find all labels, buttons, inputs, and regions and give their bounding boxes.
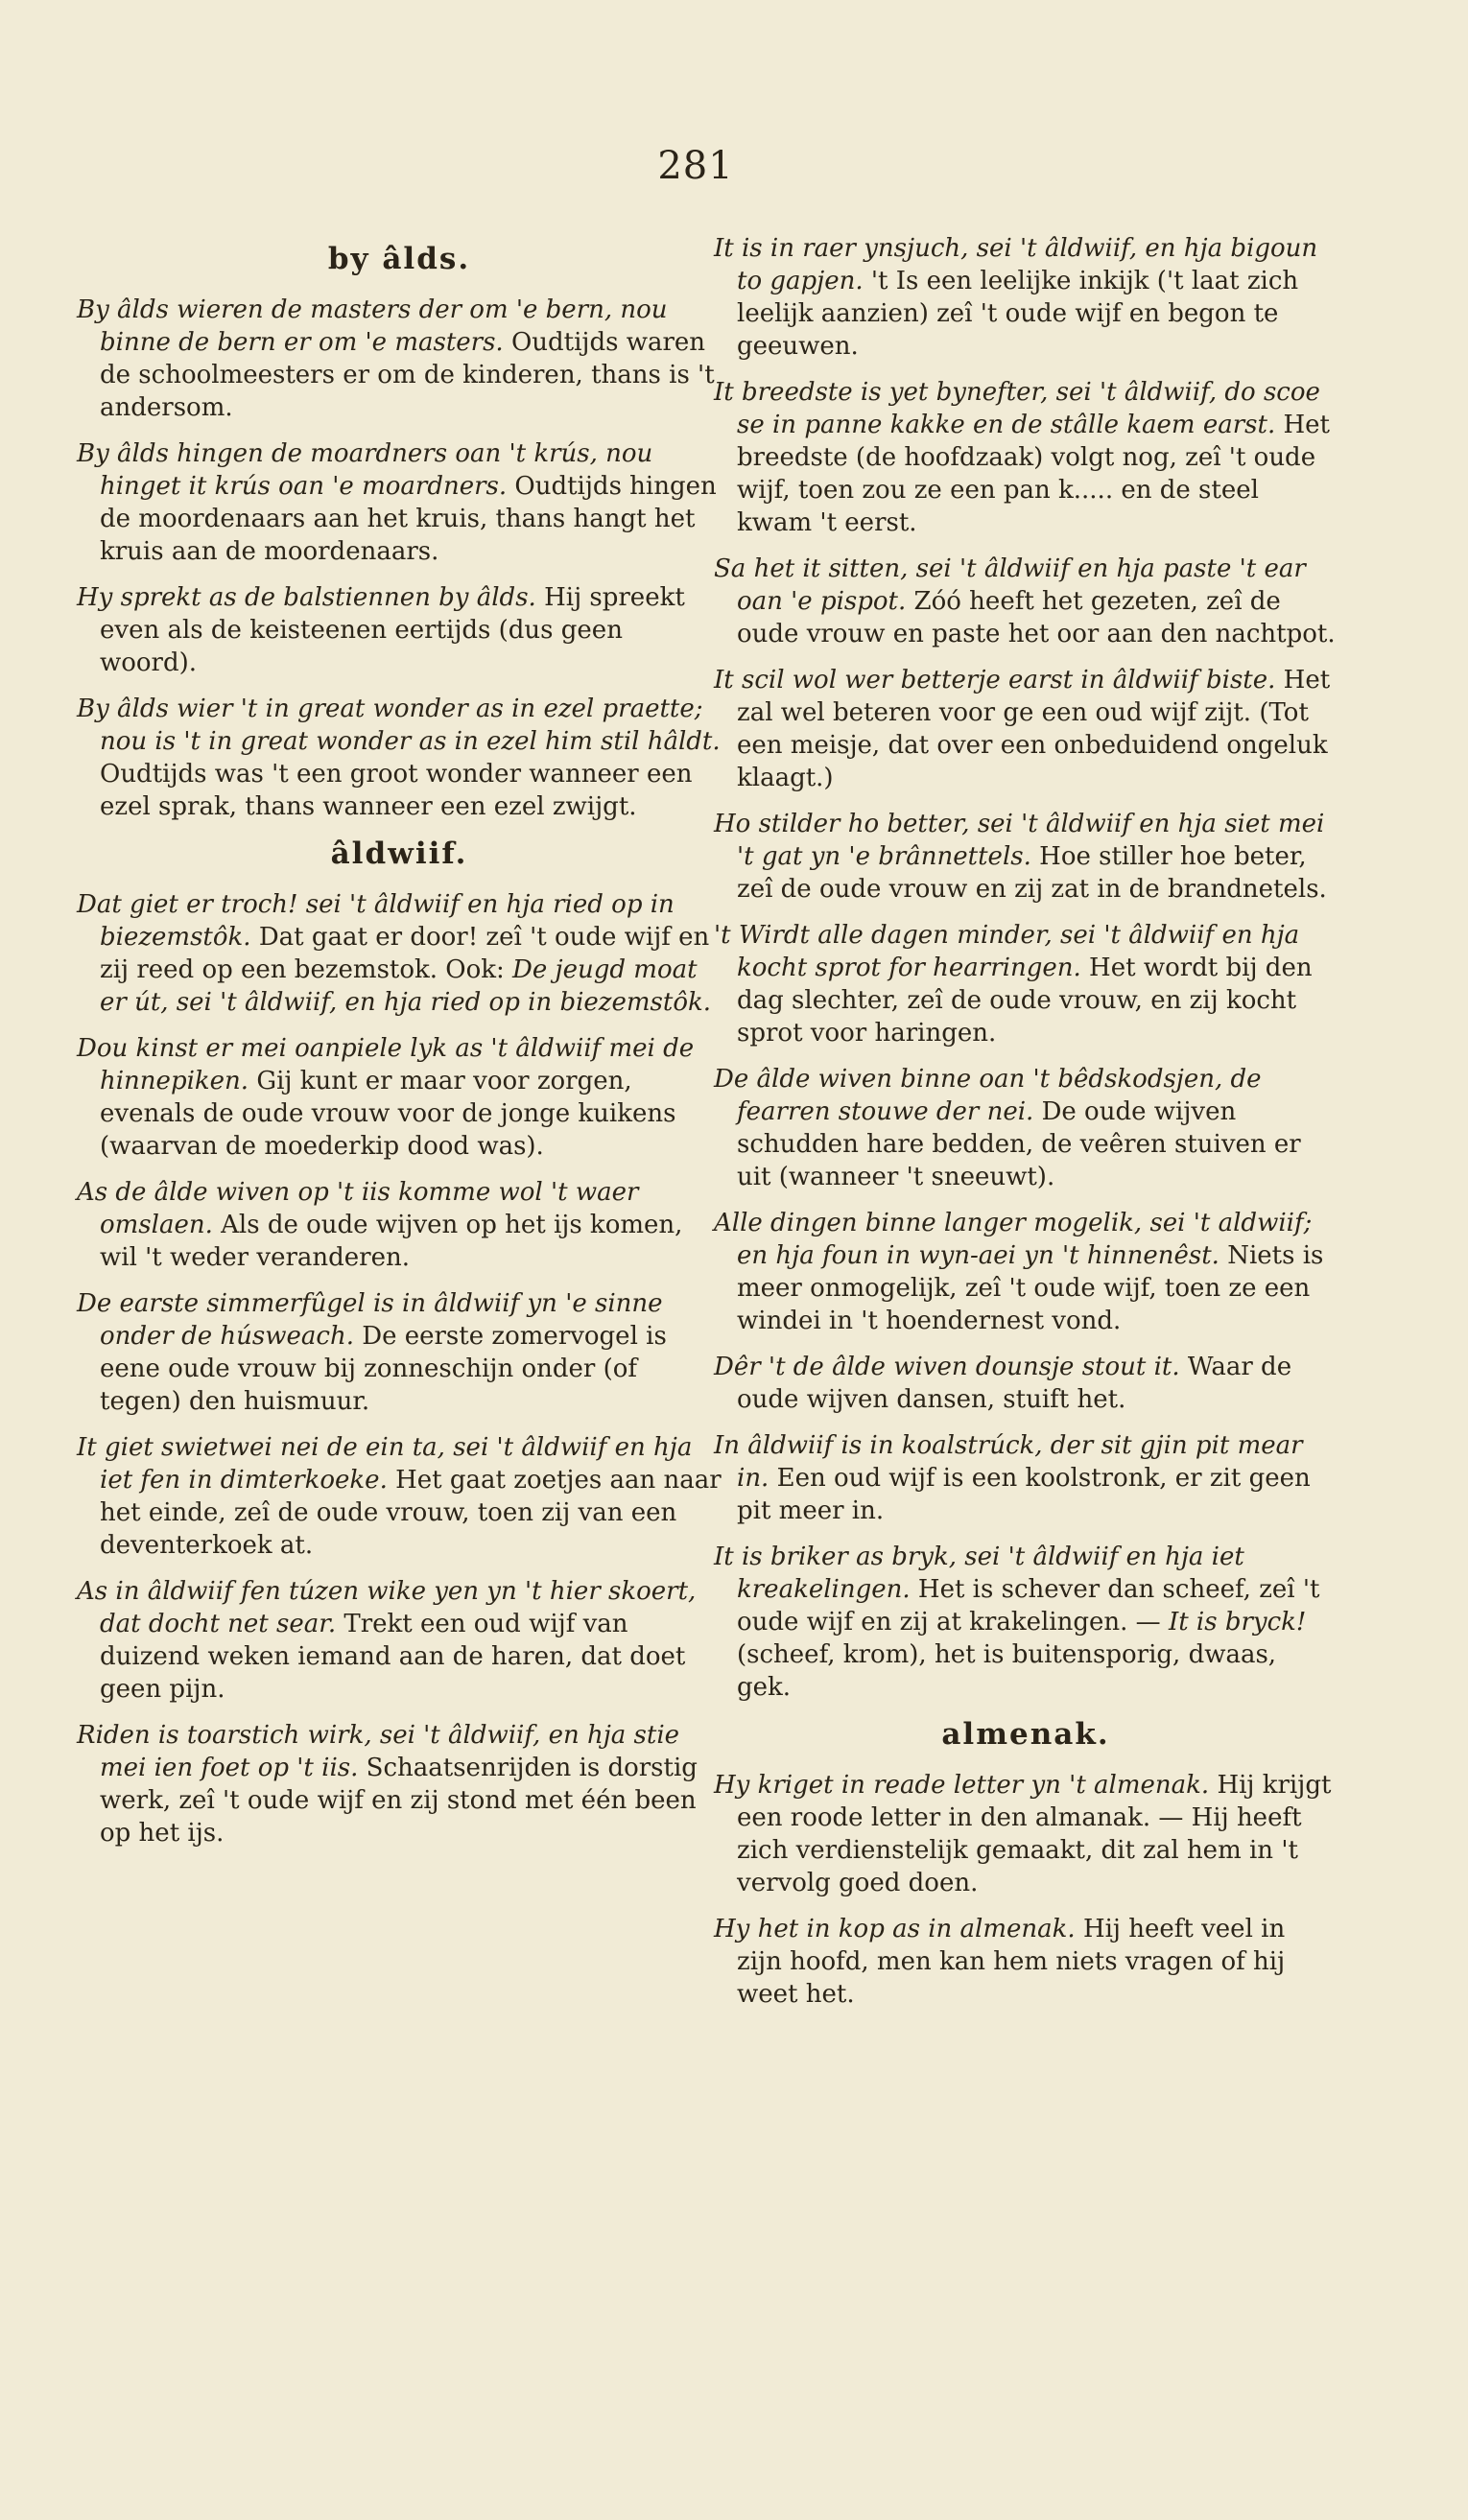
proverb-entry: [714, 376, 1338, 539]
dutch-translation: Gij kunt er maar voor zorgen, evenals de oude vrouw voor de jonge kuikens (waarvan de moederkip dood was).: [100, 1067, 676, 1161]
section-heading: âldwiif.: [330, 836, 468, 871]
dutch-translation: Waar de oude wijven dansen, stuift het.: [737, 1353, 1292, 1414]
proverb-entry: [714, 1207, 1338, 1337]
proverb-entry: [714, 232, 1338, 363]
frisian-proverb: Alle dingen binne langer mogelik, sei 't aldwiif; en hja foun in wyn-aei yn 't hinnenêst.: [714, 1209, 1313, 1270]
frisian-proverb: Riden is toarstich wirk, sei 't âldwiif, en hja stie mei ien foet op 't iis.: [77, 1721, 680, 1782]
dutch-translation: Oudtijds was 't een groot wonder wanneer een ezel sprak, thans wanneer een ezel zwijgt.: [100, 760, 693, 821]
proverb-entry: [714, 1429, 1338, 1527]
dutch-translation: Zóó heeft het gezeten, zeî de oude vrouw en paste het oor aan den nachtpot.: [737, 587, 1336, 648]
dutch-translation: De eerste zomervogel is eene oude vrouw bij zonneschijn onder (of tegen) den huismuur.: [100, 1322, 667, 1416]
dutch-translation: De oude wijven schudden hare bedden, de veêren stuiven er uit (wanneer 't sneeuwt).: [737, 1097, 1301, 1191]
proverb-entry: [714, 919, 1338, 1049]
frisian-proverb: De earste simmerfûgel is in âldwiif yn 'e sinne onder de húsweach.: [77, 1289, 663, 1351]
proverb-entry: [714, 1541, 1338, 1704]
frisian-proverb: By âlds wieren de masters der om 'e bern, nou binne de bern er om 'e masters.: [77, 295, 668, 357]
frisian-proverb: Dou kinst er mei oanpiele lyk as 't âldwiif mei de hinnepiken.: [77, 1034, 695, 1095]
proverb-entry: [77, 294, 722, 424]
dutch-translation: Trekt een oud wijf van duizend weken iemand aan de haren, dat doet geen pijn.: [100, 1610, 686, 1704]
dutch-translation: Het is schever dan scheef, zeî 't oude wijf en zij at krakelingen. —: [737, 1575, 1320, 1637]
frisian-proverb: Sa het it sitten, sei 't âldwiif en hja paste 't ear oan 'e pispot.: [714, 554, 1306, 616]
dutch-translation: (scheef, krom), het is buitensporig, dwaas, gek.: [737, 1640, 1277, 1702]
proverb-entry: [714, 1063, 1338, 1193]
frisian-proverb: It is bryck!: [1168, 1608, 1307, 1637]
proverb-entry: [77, 888, 722, 1019]
proverb-entry: [77, 1719, 722, 1849]
proverb-entry: [77, 1431, 722, 1562]
frisian-proverb: De âlde wiven binne oan 't bêdskodsjen, de fearren stouwe der nei.: [714, 1065, 1262, 1126]
dutch-translation: Het wordt bij den dag slechter, zeî de oude vrouw, en zij kocht sprot voor haringen.: [737, 954, 1313, 1048]
frisian-proverb: Ho stilder ho better, sei 't âldwiif en hja siet mei 't gat yn 'e brânnettels.: [714, 810, 1325, 871]
frisian-proverb: It is briker as bryk, sei 't âldwiif en hja iet kreakelingen.: [714, 1543, 1244, 1604]
frisian-proverb: Hy sprekt as de balstiennen by âlds.: [77, 583, 536, 612]
left-column: [77, 242, 722, 1863]
section-heading: almenak.: [941, 1717, 1110, 1752]
frisian-proverb: By âlds hingen de moardners oan 't krús, nou hinget it krús oan 'e moardners.: [77, 439, 653, 501]
dutch-translation: Als de oude wijven op het ijs komen, wil 't weder veranderen.: [100, 1211, 683, 1272]
proverb-entry: [77, 1575, 722, 1706]
proverb-entry: [714, 1351, 1338, 1416]
dutch-translation: Oudtijds waren de schoolmeesters er om de kinderen, thans is 't andersom.: [100, 328, 715, 422]
frisian-proverb: It is in raer ynsjuch, sei 't âldwiif, en hja bigoun to gapjen.: [714, 234, 1318, 295]
proverb-entry: [77, 1287, 722, 1418]
frisian-proverb: Dêr 't de âlde wiven dounsje stout it.: [714, 1353, 1180, 1381]
section-heading: by âlds.: [327, 242, 471, 276]
frisian-proverb: 't Wirdt alle dagen minder, sei 't âldwiif en hja kocht sprot for hearringen.: [714, 921, 1300, 982]
proverb-entry: [714, 808, 1338, 906]
dutch-translation: Het gaat zoetjes aan naar het einde, zeî de oude vrouw, toen zij van een deventerkoek at.: [100, 1466, 722, 1560]
frisian-proverb: De jeugd moat er út, sei 't âldwiif, en hja ried op in biezemstôk.: [100, 955, 711, 1017]
frisian-proverb: It breedste is yet bynefter, sei 't âldwiif, do scoe se in panne kakke en de stâlle kaem earst.: [714, 378, 1320, 439]
frisian-proverb: It scil wol wer betterje earst in âldwiif biste.: [714, 666, 1276, 695]
dutch-translation: Oudtijds hingen de moordenaars aan het kruis, thans hangt het kruis aan de moordenaars.: [100, 472, 717, 566]
frisian-proverb: By âlds wier 't in great wonder as in ezel praette; nou is 't in great wonder as in ezel him stil hâldt.: [77, 695, 721, 756]
dutch-translation: Het breedste (de hoofdzaak) volgt nog, zeî 't oude wijf, toen zou ze een pan k..... en de steel kwam 't eerst.: [737, 411, 1331, 537]
proverb-entry: [77, 437, 722, 568]
dutch-translation: Niets is meer onmogelijk, zeî 't oude wijf, toen ze een windei in 't hoendernest vond.: [737, 1241, 1324, 1335]
proverb-entry: [714, 1769, 1338, 1899]
proverb-entry: [77, 1032, 722, 1163]
right-column: [714, 234, 1338, 2024]
dutch-translation: 't Is een leelijke inkijk ('t laat zich leelijk aanzien) zeî 't oude wijf en begon te geeuwen.: [737, 267, 1299, 361]
proverb-entry: [714, 553, 1338, 650]
dutch-translation: Het zal wel beteren voor ge een oud wijf zijt. (Tot een meisje, dat over een onbeduidend ongeluk klaagt.): [737, 666, 1331, 792]
frisian-proverb: As de âlde wiven op 't iis komme wol 't waer omslaen.: [77, 1178, 639, 1239]
dutch-translation: Dat gaat er door! zeî 't oude wijf en zij reed op een bezemstok. Ook:: [100, 923, 710, 984]
dutch-translation: Hoe stiller hoe beter, zeî de oude vrouw en zij zat in de brandnetels.: [737, 842, 1327, 904]
frisian-proverb: In âldwiif is in koalstrúck, der sit gjin pit mear in.: [714, 1431, 1303, 1493]
dutch-translation: Hij krijgt een roode letter in den almanak. — Hij heeft zich verdienstelijk gemaakt, dit zal hem in 't vervolg goed doen.: [737, 1771, 1332, 1897]
proverb-entry: [714, 664, 1338, 794]
frisian-proverb: As in âldwiif fen túzen wike yen yn 't hier skoert, dat docht net sear.: [77, 1577, 697, 1638]
frisian-proverb: Hy het in kop as in almenak.: [714, 1915, 1076, 1943]
dutch-translation: Hij spreekt even als de keisteenen eertijds (dus geen woord).: [100, 583, 685, 677]
proverb-entry: [77, 1176, 722, 1274]
page-number: 281: [657, 144, 734, 188]
dutch-translation: Hij heeft veel in zijn hoofd, men kan hem niets vragen of hij weet het.: [737, 1915, 1286, 2009]
proverb-entry: [714, 1913, 1338, 2011]
proverb-entry: [77, 693, 722, 823]
proverb-entry: [77, 581, 722, 679]
frisian-proverb: Dat giet er troch! sei 't âldwiif en hja ried op in biezemstôk.: [77, 890, 675, 952]
frisian-proverb: It giet swietwei nei de ein ta, sei 't âldwiif en hja iet fen in dimterkoeke.: [77, 1433, 693, 1495]
frisian-proverb: Hy kriget in reade letter yn 't almenak.: [714, 1771, 1210, 1800]
dutch-translation: Een oud wijf is een koolstronk, er zit geen pit meer in.: [737, 1464, 1311, 1525]
dutch-translation: Schaatsenrijden is dorstig werk, zeî 't oude wijf en zij stond met één been op het ijs.: [100, 1754, 698, 1848]
